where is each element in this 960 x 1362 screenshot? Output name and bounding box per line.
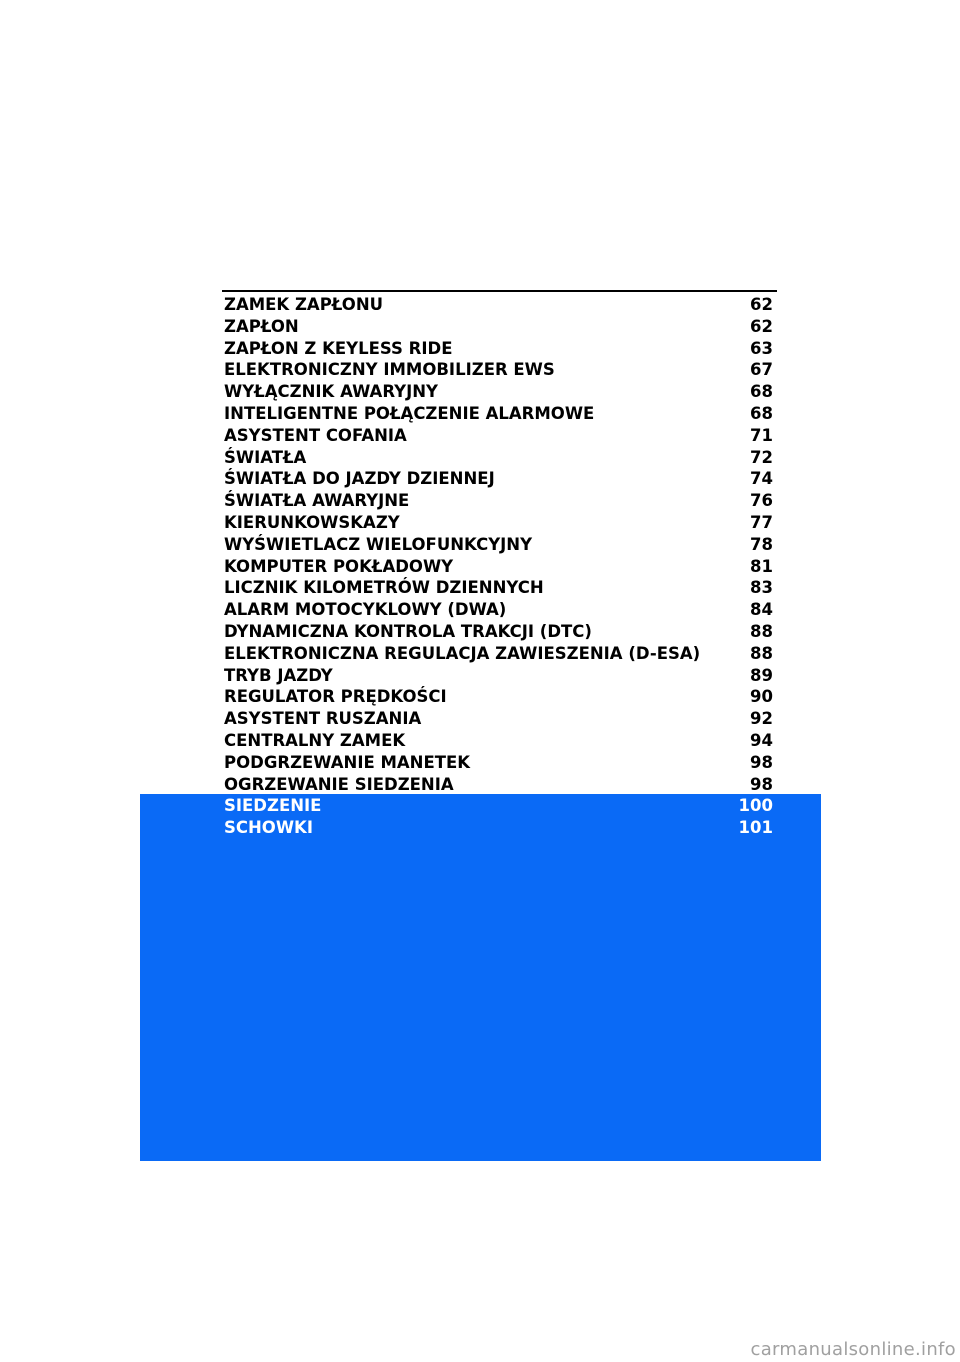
toc-entry-page: 67 <box>750 360 773 380</box>
toc-entry-title: WYŁĄCZNIK AWARYJNY <box>224 382 438 402</box>
toc-entry[interactable] <box>222 643 777 665</box>
toc-entry[interactable] <box>222 599 777 621</box>
toc-entry-page: 100 <box>738 796 773 816</box>
toc-entry-title: ZAMEK ZAPŁONU <box>224 295 384 314</box>
toc-entry-page: 68 <box>750 382 773 402</box>
toc-entry[interactable] <box>222 752 777 774</box>
toc-entry[interactable] <box>222 512 777 534</box>
toc-entry[interactable] <box>222 338 777 360</box>
toc-entry[interactable] <box>222 403 777 425</box>
toc-entry-title: ALARM MOTOCYKLOWY (DWA) <box>224 600 507 620</box>
toc-entry-page: 62 <box>750 295 773 314</box>
toc-entry-title: ŚWIATŁA <box>224 447 307 467</box>
top-divider <box>222 290 777 292</box>
toc-entry-title: ASYSTENT RUSZANIA <box>224 709 422 729</box>
toc-entry-page: 77 <box>750 512 773 532</box>
toc-entry-title: DYNAMICZNA KONTROLA TRAKCJI (DTC) <box>224 621 592 641</box>
toc-entry[interactable] <box>222 294 777 316</box>
toc-entry-current-section[interactable] <box>222 795 777 817</box>
toc-entry-page: 89 <box>750 665 773 685</box>
toc-entry-page: 101 <box>738 818 773 838</box>
toc-entry-page: 98 <box>750 752 773 772</box>
watermark-text: carmanualsonline.info <box>750 1339 956 1360</box>
toc-entry-title: PODGRZEWANIE MANETEK <box>224 752 471 772</box>
table-of-contents <box>222 294 777 839</box>
toc-entry[interactable] <box>222 316 777 338</box>
toc-entry-page: 71 <box>750 425 773 445</box>
toc-entry-page: 92 <box>750 709 773 729</box>
toc-entry-title: TRYB JAZDY <box>224 665 333 685</box>
toc-entry[interactable] <box>222 686 777 708</box>
toc-entry[interactable] <box>222 774 777 796</box>
toc-entry-page: 74 <box>750 469 773 489</box>
toc-entry-page: 62 <box>750 316 773 336</box>
toc-entry[interactable] <box>222 534 777 556</box>
toc-entry[interactable] <box>222 447 777 469</box>
toc-entry-page: 81 <box>750 556 773 576</box>
toc-entry-page: 94 <box>750 730 773 750</box>
toc-entry[interactable] <box>222 577 777 599</box>
toc-entry-current-section[interactable] <box>222 817 777 839</box>
toc-entry-page: 76 <box>750 491 773 511</box>
toc-entry-title: ASYSTENT COFANIA <box>224 425 407 445</box>
toc-entry-page: 98 <box>750 774 773 794</box>
toc-entry-title: ŚWIATŁA DO JAZDY DZIENNEJ <box>224 469 495 489</box>
toc-entry-title: LICZNIK KILOMETRÓW DZIENNYCH <box>224 578 544 598</box>
toc-entry-title: INTELIGENTNE POŁĄCZENIE ALARMOWE <box>224 403 595 423</box>
toc-entry-page: 68 <box>750 403 773 423</box>
toc-entry-page: 88 <box>750 643 773 663</box>
toc-entry-title: CENTRALNY ZAMEK <box>224 730 406 750</box>
toc-entry-title: SIEDZENIE <box>224 796 322 816</box>
toc-entry[interactable] <box>222 381 777 403</box>
toc-entry-title: OGRZEWANIE SIEDZENIA <box>224 774 454 794</box>
toc-entry-title: KIERUNKOWSKAZY <box>224 512 400 532</box>
section-highlight-panel <box>140 794 821 1161</box>
toc-entry-page: 84 <box>750 600 773 620</box>
toc-entry[interactable] <box>222 556 777 578</box>
toc-entry[interactable] <box>222 425 777 447</box>
toc-entry-page: 78 <box>750 534 773 554</box>
toc-entry-title: KOMPUTER POKŁADOWY <box>224 556 454 576</box>
toc-entry-title: ŚWIATŁA AWARYJNE <box>224 491 410 511</box>
toc-entry-page: 83 <box>750 578 773 598</box>
toc-entry-page: 88 <box>750 621 773 641</box>
toc-entry[interactable] <box>222 708 777 730</box>
toc-entry-title: ZAPŁON Z KEYLESS RIDE <box>224 338 453 358</box>
toc-entry-title: WYŚWIETLACZ WIELOFUNKCYJNY <box>224 534 533 554</box>
toc-entry-page: 90 <box>750 687 773 707</box>
toc-entry-title: ELEKTRONICZNY IMMOBILIZER EWS <box>224 360 555 380</box>
toc-entry-title: REGULATOR PRĘDKOŚCI <box>224 687 447 707</box>
toc-entry[interactable] <box>222 359 777 381</box>
toc-entry[interactable] <box>222 468 777 490</box>
toc-entry[interactable] <box>222 730 777 752</box>
toc-entry[interactable] <box>222 490 777 512</box>
toc-entry[interactable] <box>222 665 777 687</box>
toc-entry[interactable] <box>222 621 777 643</box>
toc-entry-title: SCHOWKI <box>224 818 313 838</box>
toc-entry-page: 63 <box>750 338 773 358</box>
toc-entry-page: 72 <box>750 447 773 467</box>
toc-entry-title: ELEKTRONICZNA REGULACJA ZAWIESZENIA (D-ESA) <box>224 643 701 663</box>
toc-entry-title: ZAPŁON <box>224 316 299 336</box>
